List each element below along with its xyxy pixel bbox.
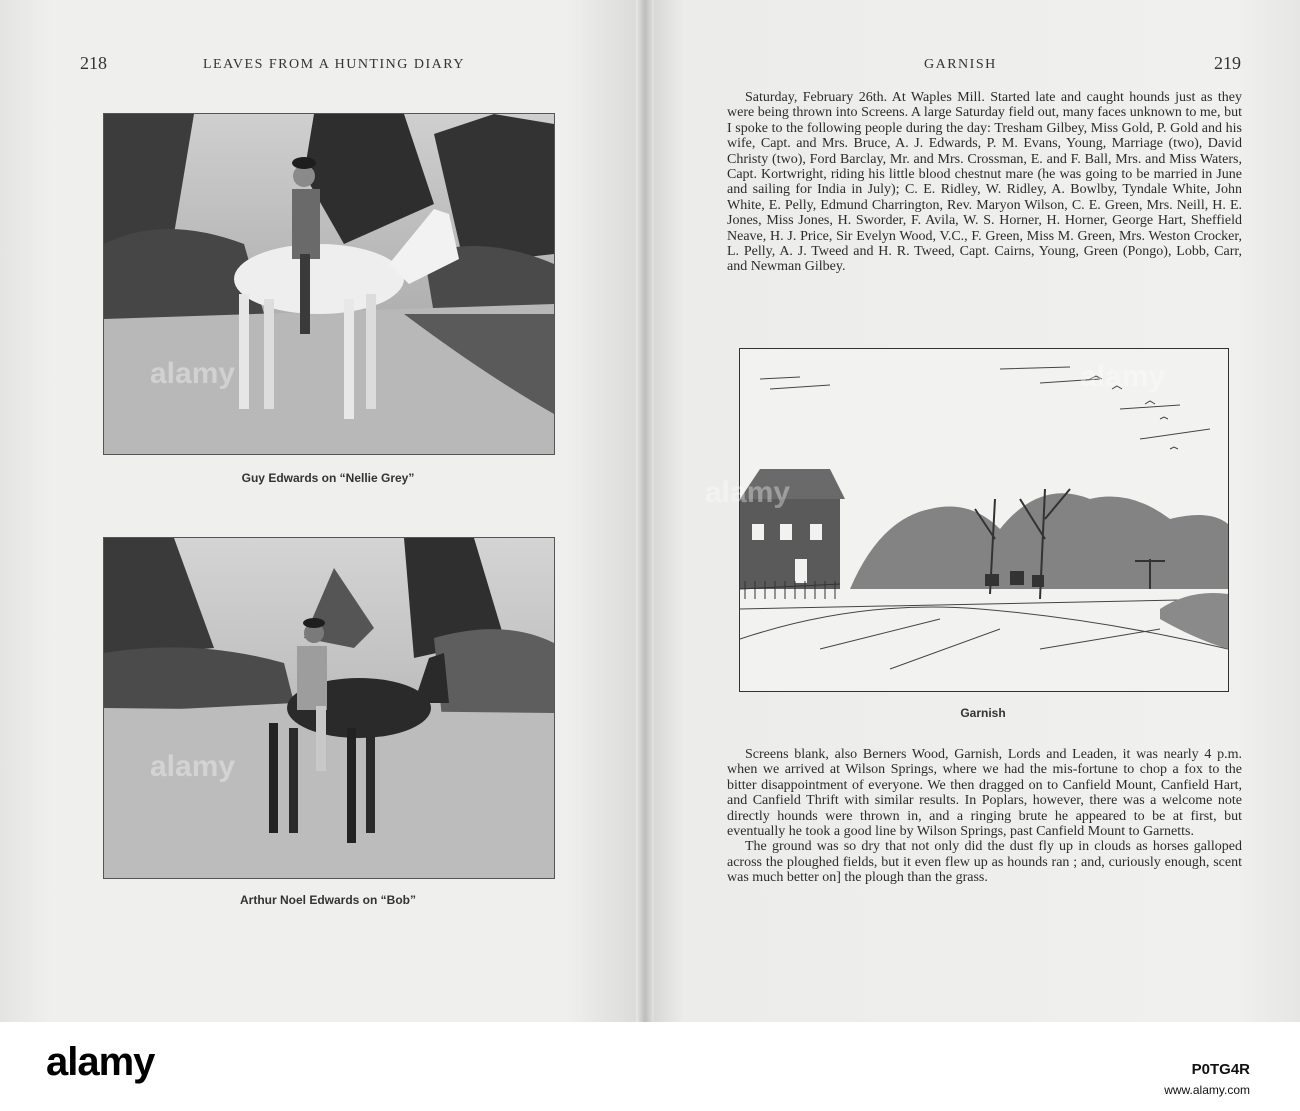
watermark-text: alamy <box>1080 360 1166 393</box>
book-gutter <box>636 0 654 1022</box>
photo-arthur-edwards-dark-horse <box>103 537 555 879</box>
watermark-text: alamy <box>150 750 236 783</box>
image-id-code: P0TG4R <box>1191 1061 1250 1078</box>
right-running-head: GARNISH <box>924 57 997 72</box>
watermark-text: alamy <box>705 476 791 509</box>
photo-bottom-caption: Arthur Noel Edwards on “Bob” <box>239 893 416 907</box>
garnish-illustration <box>739 348 1229 692</box>
alamy-logo: alamy <box>46 1040 155 1084</box>
illustration-caption: Garnish <box>960 706 1006 720</box>
photo-arthur-edwards-image <box>104 538 554 878</box>
photo-top-caption: Guy Edwards on “Nellie Grey” <box>241 471 415 485</box>
right-page-number: 219 <box>1214 53 1241 73</box>
right-paragraphs-bottom <box>727 747 1242 886</box>
paragraph-1-text: Saturday, February 26th. At Waples Mill. Started late and caught hounds just as they were being thrown into Screens. A large Saturday field out, many faces unknown to me, but I spoke to the following people during the day: Tresham Gilbey, Miss Gold, P. Gold and his wife, Capt. and Mrs. Bruce, A. J. Edwards, P. M. Evans, Young, Marriage (two), David Christy (two), Ford Barclay, Mr. and Mrs. Crossman, E. and F. Ball, Mrs. and Miss Waters, Capt. Kortwright, riding his little blood chestnut mare (he was going to be married in June and sailing for India in July); C. E. Ridley, W. Ridley, A. Bowlby, Tyndale White, John White, E. Pelly, Edmund Charrington, Rev. Maryon Wilson, C. E. Green, Mrs. Neill, H. E. Jones, Miss Jones, H. Sworder, F. Avila, W. S. Horner, H. Horner, George Hart, Sheffield Neave, H. J. Price, Sir Evelyn Wood, V.C., F. Green, Miss M. Green, Mrs. Weston Crocker, L. Pelly, A. J. Tweed and H. R. Tweed, Capt. Cairns, Young, Green (Pongo), Lobb, Carr, and Newman Gilbey. <box>727 90 1242 275</box>
stock-footer-bar <box>0 1022 1300 1111</box>
site-url: www.alamy.com <box>1164 1083 1250 1097</box>
photo-guy-edwards-white-horse <box>103 113 555 455</box>
paragraph-3-text: The ground was so dry that not only did the dust fly up in clouds as horses galloped across the ploughed fields, but it even flew up as hounds ran ; and, curiously enough, scent was much better on] the plough than the grass. <box>727 839 1242 886</box>
paragraph-2-text: Screens blank, also Berners Wood, Garnish, Lords and Leaden, it was nearly 4 p.m. when we arrived at Wilson Springs, where we had the mis-fortune to chop a fox to the bitter disappointment of everyone. We then dragged on to Canfield Mount, Canfield Hart, and Canfield Thrift with similar results. In Poplars, however, there was a welcome note directly hounds were thrown in, and a ringing brute he appeared to be at first, but eventually he took a good line by Wilson Springs, past Canfield Mount to Garnetts. <box>727 747 1242 840</box>
left-page-number: 218 <box>80 53 107 73</box>
photo-guy-edwards-image <box>104 114 554 454</box>
watermark-text: alamy <box>150 357 236 390</box>
garnish-sketch <box>740 349 1228 691</box>
right-paragraph-1 <box>727 90 1242 275</box>
left-running-head: LEAVES FROM A HUNTING DIARY <box>203 57 465 72</box>
